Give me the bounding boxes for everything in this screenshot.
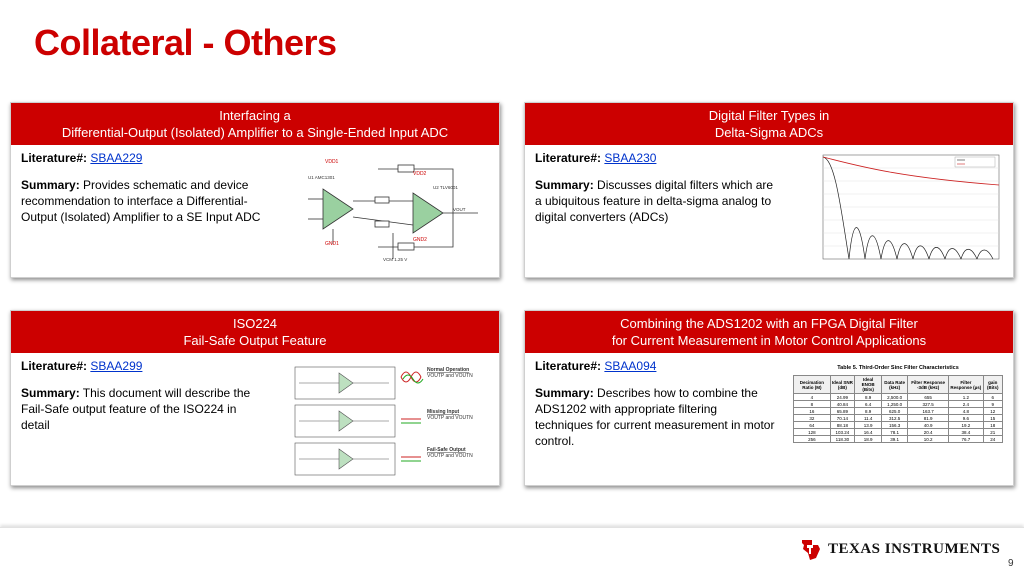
svg-text:U2 TLV6001: U2 TLV6001 [433, 185, 458, 190]
card-header-line1: ISO224 [232, 316, 278, 331]
table-cell: 8 [794, 401, 831, 408]
table-cell: 1.2 [949, 394, 983, 401]
table-cell: 40.9 [908, 422, 949, 429]
literature-label: Literature#: [21, 151, 88, 165]
card-header [525, 103, 1013, 145]
table-cell: 156.3 [882, 422, 908, 429]
table-header-cell: gain (Bits) [983, 376, 1002, 394]
table-row [794, 422, 1003, 429]
table-cell: 32 [794, 415, 831, 422]
table-cell: 128 [794, 429, 831, 436]
literature-label: Literature#: [535, 151, 602, 165]
literature-line [535, 151, 656, 165]
table-cell: 1,250.0 [882, 401, 908, 408]
literature-link-sbaa299[interactable]: SBAA299 [90, 359, 143, 373]
table-cell: 625.0 [882, 408, 908, 415]
table-cell: 8.9 [855, 394, 882, 401]
literature-line [21, 151, 142, 165]
summary-label: Summary: [21, 386, 80, 400]
summary-label: Summary: [535, 178, 594, 192]
ti-logo [800, 536, 1000, 562]
table-cell: 118.30 [830, 436, 854, 443]
svg-text:GND1: GND1 [325, 241, 339, 247]
table-cell: 65.89 [830, 408, 854, 415]
collateral-card-sbaa230 [524, 102, 1014, 278]
table-cell: 76.7 [949, 436, 983, 443]
summary-body: Provides schematic and device recommendation to interface a Differential-Output (Isolated) Amplifier to a SE Input ADC [21, 178, 261, 224]
collateral-card-sbaa229 [10, 102, 500, 278]
card-header [11, 103, 499, 145]
ti-state-icon [800, 537, 822, 561]
table-cell: 163.7 [908, 408, 949, 415]
table-row [794, 436, 1003, 443]
svg-text:VCM 1.25 V: VCM 1.25 V [383, 257, 408, 262]
literature-link-sbaa094[interactable]: SBAA094 [604, 359, 657, 373]
summary-body: This document will describe the Fail-Safe output feature of the ISO224 in detail [21, 386, 251, 432]
card-header [525, 311, 1013, 353]
table-cell: 12 [983, 408, 1002, 415]
card-header-line2: for Current Measurement in Motor Control Applications [611, 333, 927, 348]
table-header-cell: Ideal SNR (dB) [830, 376, 854, 394]
literature-line [21, 359, 142, 373]
table-cell: 2,500.0 [882, 394, 908, 401]
table-cell: 70.14 [830, 415, 854, 422]
table-cell: 18.9 [855, 436, 882, 443]
svg-text:VOUTP and VOUTN: VOUTP and VOUTN [427, 415, 473, 421]
schematic-thumbnail [303, 149, 491, 273]
svg-text:U1 AMC1301: U1 AMC1301 [308, 175, 335, 180]
table-header-cell: Filter Response -3dB (kHz) [908, 376, 949, 394]
svg-text:GND2: GND2 [413, 237, 427, 243]
table-cell: 8.9 [855, 408, 882, 415]
summary-text [535, 385, 775, 449]
table-cell: 11.4 [855, 415, 882, 422]
table-cell: 39.1 [882, 436, 908, 443]
collateral-card-sbaa299 [10, 310, 500, 486]
table-cell: 18 [983, 422, 1002, 429]
table-cell: 16.4 [855, 429, 882, 436]
summary-body: Discusses digital filters which are a ubiquitous feature in delta-sigma analog to digital converters (ADCs) [535, 178, 774, 224]
card-header-line2: Differential-Output (Isolated) Amplifier to a Single-Ended Input ADC [61, 125, 449, 140]
table-cell: 20.4 [908, 429, 949, 436]
table-cell: 327.5 [908, 401, 949, 408]
table-row [794, 408, 1003, 415]
literature-label: Literature#: [21, 359, 88, 373]
table-cell: 13.9 [855, 422, 882, 429]
literature-line [535, 359, 656, 373]
table-cell: 88.18 [830, 422, 854, 429]
table-caption: Table 5. Third-Order Sinc Filter Characteristics [837, 365, 959, 371]
svg-text:Missing Input: Missing Input [427, 409, 460, 415]
table-cell: 21 [983, 429, 1002, 436]
sinc-filter-table-thumbnail [793, 357, 1003, 481]
table-cell: 103.24 [830, 429, 854, 436]
table-cell: 6 [983, 394, 1002, 401]
collateral-card-sbaa094 [524, 310, 1014, 486]
svg-text:Fail-Safe Output: Fail-Safe Output [427, 447, 466, 453]
table-row [794, 401, 1003, 408]
table-cell: 24 [983, 436, 1002, 443]
table-cell: 256 [794, 436, 831, 443]
sinc-filter-table [793, 375, 1003, 443]
svg-text:VDD1: VDD1 [325, 159, 339, 165]
table-cell: 9 [983, 401, 1002, 408]
filter-response-plot-thumbnail [815, 149, 1003, 273]
table-header-cell: Filter Response (µs) [949, 376, 983, 394]
table-cell: 6.4 [855, 401, 882, 408]
table-header-cell: Data Rate (kHz) [882, 376, 908, 394]
table-row [794, 429, 1003, 436]
table-header-cell: Ideal ENOB (Bits) [855, 376, 882, 394]
summary-body: Describes how to combine the ADS1202 with appropriate filtering techniques for current measurement in motor control. [535, 386, 775, 448]
svg-text:VOUT: VOUT [453, 207, 466, 212]
literature-link-sbaa229[interactable]: SBAA229 [90, 151, 143, 165]
table-cell: 81.9 [908, 415, 949, 422]
ti-wordmark: TEXAS INSTRUMENTS [828, 540, 1001, 557]
table-cell: 78.1 [882, 429, 908, 436]
table-cell: 9.6 [949, 415, 983, 422]
page-number: 9 [1008, 558, 1014, 569]
literature-link-sbaa230[interactable]: SBAA230 [604, 151, 657, 165]
table-cell: 64 [794, 422, 831, 429]
card-header-line1: Combining the ADS1202 with an FPGA Digital Filter [620, 316, 918, 331]
svg-text:VOUTP and VOUTN: VOUTP and VOUTN [427, 453, 473, 459]
card-header-line2: Fail-Safe Output Feature [183, 333, 327, 348]
svg-text:VOUTP and VOUTN: VOUTP and VOUTN [427, 373, 473, 379]
svg-text:VDD2: VDD2 [413, 171, 427, 177]
card-header-line1: Digital Filter Types in [708, 108, 830, 123]
table-cell: 15 [983, 415, 1002, 422]
summary-label: Summary: [535, 386, 594, 400]
table-cell: 655 [908, 394, 949, 401]
fail-safe-diagram-thumbnail [289, 357, 495, 481]
table-cell: 4 [794, 394, 831, 401]
table-row [794, 394, 1003, 401]
table-cell: 38.4 [949, 429, 983, 436]
literature-label: Literature#: [535, 359, 602, 373]
table-cell: 40.84 [830, 401, 854, 408]
svg-text:Normal Operation: Normal Operation [427, 367, 470, 373]
table-cell: 19.2 [949, 422, 983, 429]
card-header-line2: Delta-Sigma ADCs [714, 125, 824, 140]
summary-text [21, 177, 261, 225]
summary-label: Summary: [21, 178, 80, 192]
card-header-line1: Interfacing a [219, 108, 291, 123]
table-row [794, 415, 1003, 422]
table-cell: 16 [794, 408, 831, 415]
table-header-cell: Decimation Ratio (M) [794, 376, 831, 394]
table-cell: 24.99 [830, 394, 854, 401]
table-cell: 312.5 [882, 415, 908, 422]
card-header [11, 311, 499, 353]
summary-text [21, 385, 261, 433]
table-cell: 4.8 [949, 408, 983, 415]
summary-text [535, 177, 775, 225]
table-cell: 2.4 [949, 401, 983, 408]
page-title: Collateral - Others [34, 22, 337, 63]
table-cell: 10.2 [908, 436, 949, 443]
